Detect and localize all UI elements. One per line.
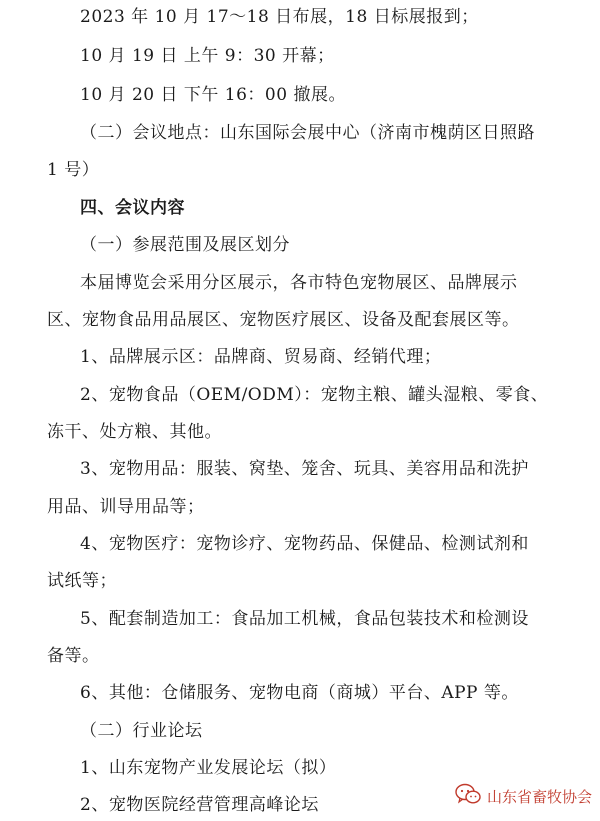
list-item-manufacturing: 5、配套制造加工：食品加工机械，食品包装技术和检测设 <box>80 609 529 629</box>
list-item-forum-2: 2、宠物医院经营管理高峰论坛 <box>80 795 319 815</box>
list-item-pet-food-continued: 冻干、处方粮、其他。 <box>47 422 222 442</box>
list-item-brand-zone: 1、品牌展示区：品牌商、贸易商、经销代理； <box>80 347 442 367</box>
list-item-pet-food: 2、宠物食品（OEM/ODM）：宠物主粮、罐头湿粮、零食、 <box>80 385 549 405</box>
list-item-pet-medical: 4、宠物医疗：宠物诊疗、宠物药品、保健品、检测试剂和 <box>80 534 529 554</box>
paragraph-line: 区、宠物食品用品展区、宠物医疗展区、设备及配套展区等。 <box>47 310 520 330</box>
schedule-line-teardown: 10 月 20 日 下午 16：00 撤展。 <box>80 85 346 105</box>
list-item-pet-medical-continued: 试纸等； <box>47 571 117 591</box>
watermark-text: 山东省畜牧协会 <box>486 787 592 806</box>
list-item-other: 6、其他：仓储服务、宠物电商（商城）平台、APP 等。 <box>80 683 519 703</box>
list-item-forum-1: 1、山东宠物产业发展论坛（拟） <box>80 758 337 778</box>
venue-line: （二）会议地点：山东国际会展中心（济南市槐荫区日照路 <box>80 123 535 143</box>
wechat-watermark <box>455 783 592 809</box>
section-heading-content: 四、会议内容 <box>80 198 185 218</box>
wechat-icon <box>455 783 481 809</box>
schedule-line-opening: 10 月 19 日 上午 9：30 开幕； <box>80 46 335 66</box>
list-item-pet-supplies: 3、宠物用品：服装、窝垫、笼舍、玩具、美容用品和洗护 <box>80 459 529 479</box>
list-item-pet-supplies-continued: 用品、训导用品等； <box>47 497 205 517</box>
subsection-heading-forum: （二）行业论坛 <box>80 721 203 741</box>
paragraph-line: 本届博览会采用分区展示，各市特色宠物展区、品牌展示 <box>80 273 518 293</box>
schedule-line-setup: 2023 年 10 月 17～18 日布展，18 日标展报到； <box>80 7 479 27</box>
subsection-heading-exhibit-scope: （一）参展范围及展区划分 <box>80 235 290 255</box>
list-item-manufacturing-continued: 备等。 <box>47 646 100 666</box>
venue-line-continued: 1 号） <box>47 160 100 180</box>
